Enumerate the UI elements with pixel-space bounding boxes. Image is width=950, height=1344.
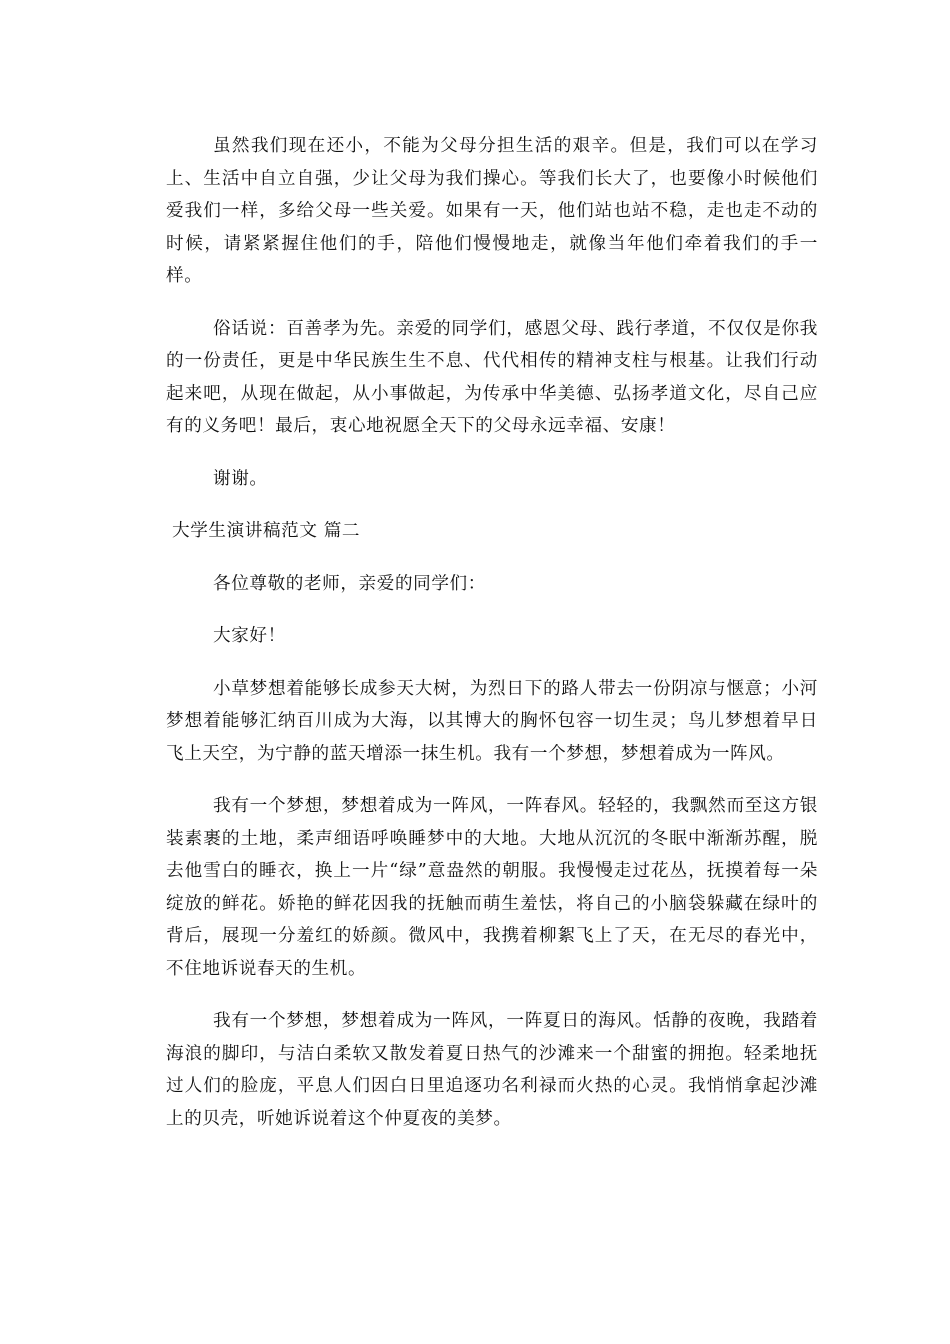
- paragraph: 我有一个梦想，梦想着成为一阵风，一阵春风。轻轻的，我飘然而至这方银装素裹的土地，柔声细语呼唤睡梦中的大地。大地从沉沉的冬眠中渐渐苏醒，脱去他雪白的睡衣，换上一片“绿”意盎然的朝服。我慢慢走过花丛，抚摸着每一朵绽放的鲜花。娇艳的鲜花因我的抚触而萌生羞怯，将自己的小脑袋躲藏在绿叶的背后，展现一分羞红的娇颜。微风中，我携着柳絮飞上了天，在无尽的春光中，不住地诉说春天的生机。: [166, 796, 818, 979]
- paragraph-greeting: 大家好！: [213, 626, 286, 646]
- paragraph-salutation: 各位尊敬的老师，亲爱的同学们：: [213, 573, 486, 594]
- paragraph: 我有一个梦想，梦想着成为一阵风，一阵夏日的海风。恬静的夜晚，我踏着海浪的脚印，与洁白柔软又散发着夏日热气的沙滩来一个甜蜜的拥抱。轻柔地抚过人们的脸庞，平息人们因白日里追逐功名利禄而火热的心灵。我悄悄拿起沙滩上的贝壳，听她诉说着这个仲夏夜的美梦。: [166, 1011, 818, 1129]
- section-heading: 大学生演讲稿范文 篇二: [172, 521, 361, 541]
- paragraph: 虽然我们现在还小，不能为父母分担生活的艰辛。但是，我们可以在学习上、生活中自立自强，少让父母为我们操心。等我们长大了，也要像小时候他们爱我们一样，多给父母一些关爱。如果有一天，他们站也站不稳，走也走不动的时候，请紧紧握住他们的手，陪他们慢慢地走，就像当年他们牵着我们的手一样。: [166, 136, 818, 286]
- document-body: [166, 130, 818, 1135]
- paragraph: 俗话说：百善孝为先。亲爱的同学们，感恩父母、践行孝道，不仅仅是你我的一份责任，更是中华民族生生不息、代代相传的精神支柱与根基。让我们行动起来吧，从现在做起，从小事做起，为传承中华美德、弘扬孝道文化，尽自己应有的义务吧！最后，衷心地祝愿全天下的父母永远幸福、安康！: [166, 318, 818, 436]
- paragraph: 小草梦想着能够长成参天大树，为烈日下的路人带去一份阴凉与惬意；小河梦想着能够汇纳百川成为大海，以其博大的胸怀包容一切生灵；鸟儿梦想着早日飞上天空，为宁静的蓝天增添一抹生机。我有一个梦想，梦想着成为一阵风。: [166, 678, 818, 764]
- paragraph-thanks: 谢谢。: [213, 468, 268, 489]
